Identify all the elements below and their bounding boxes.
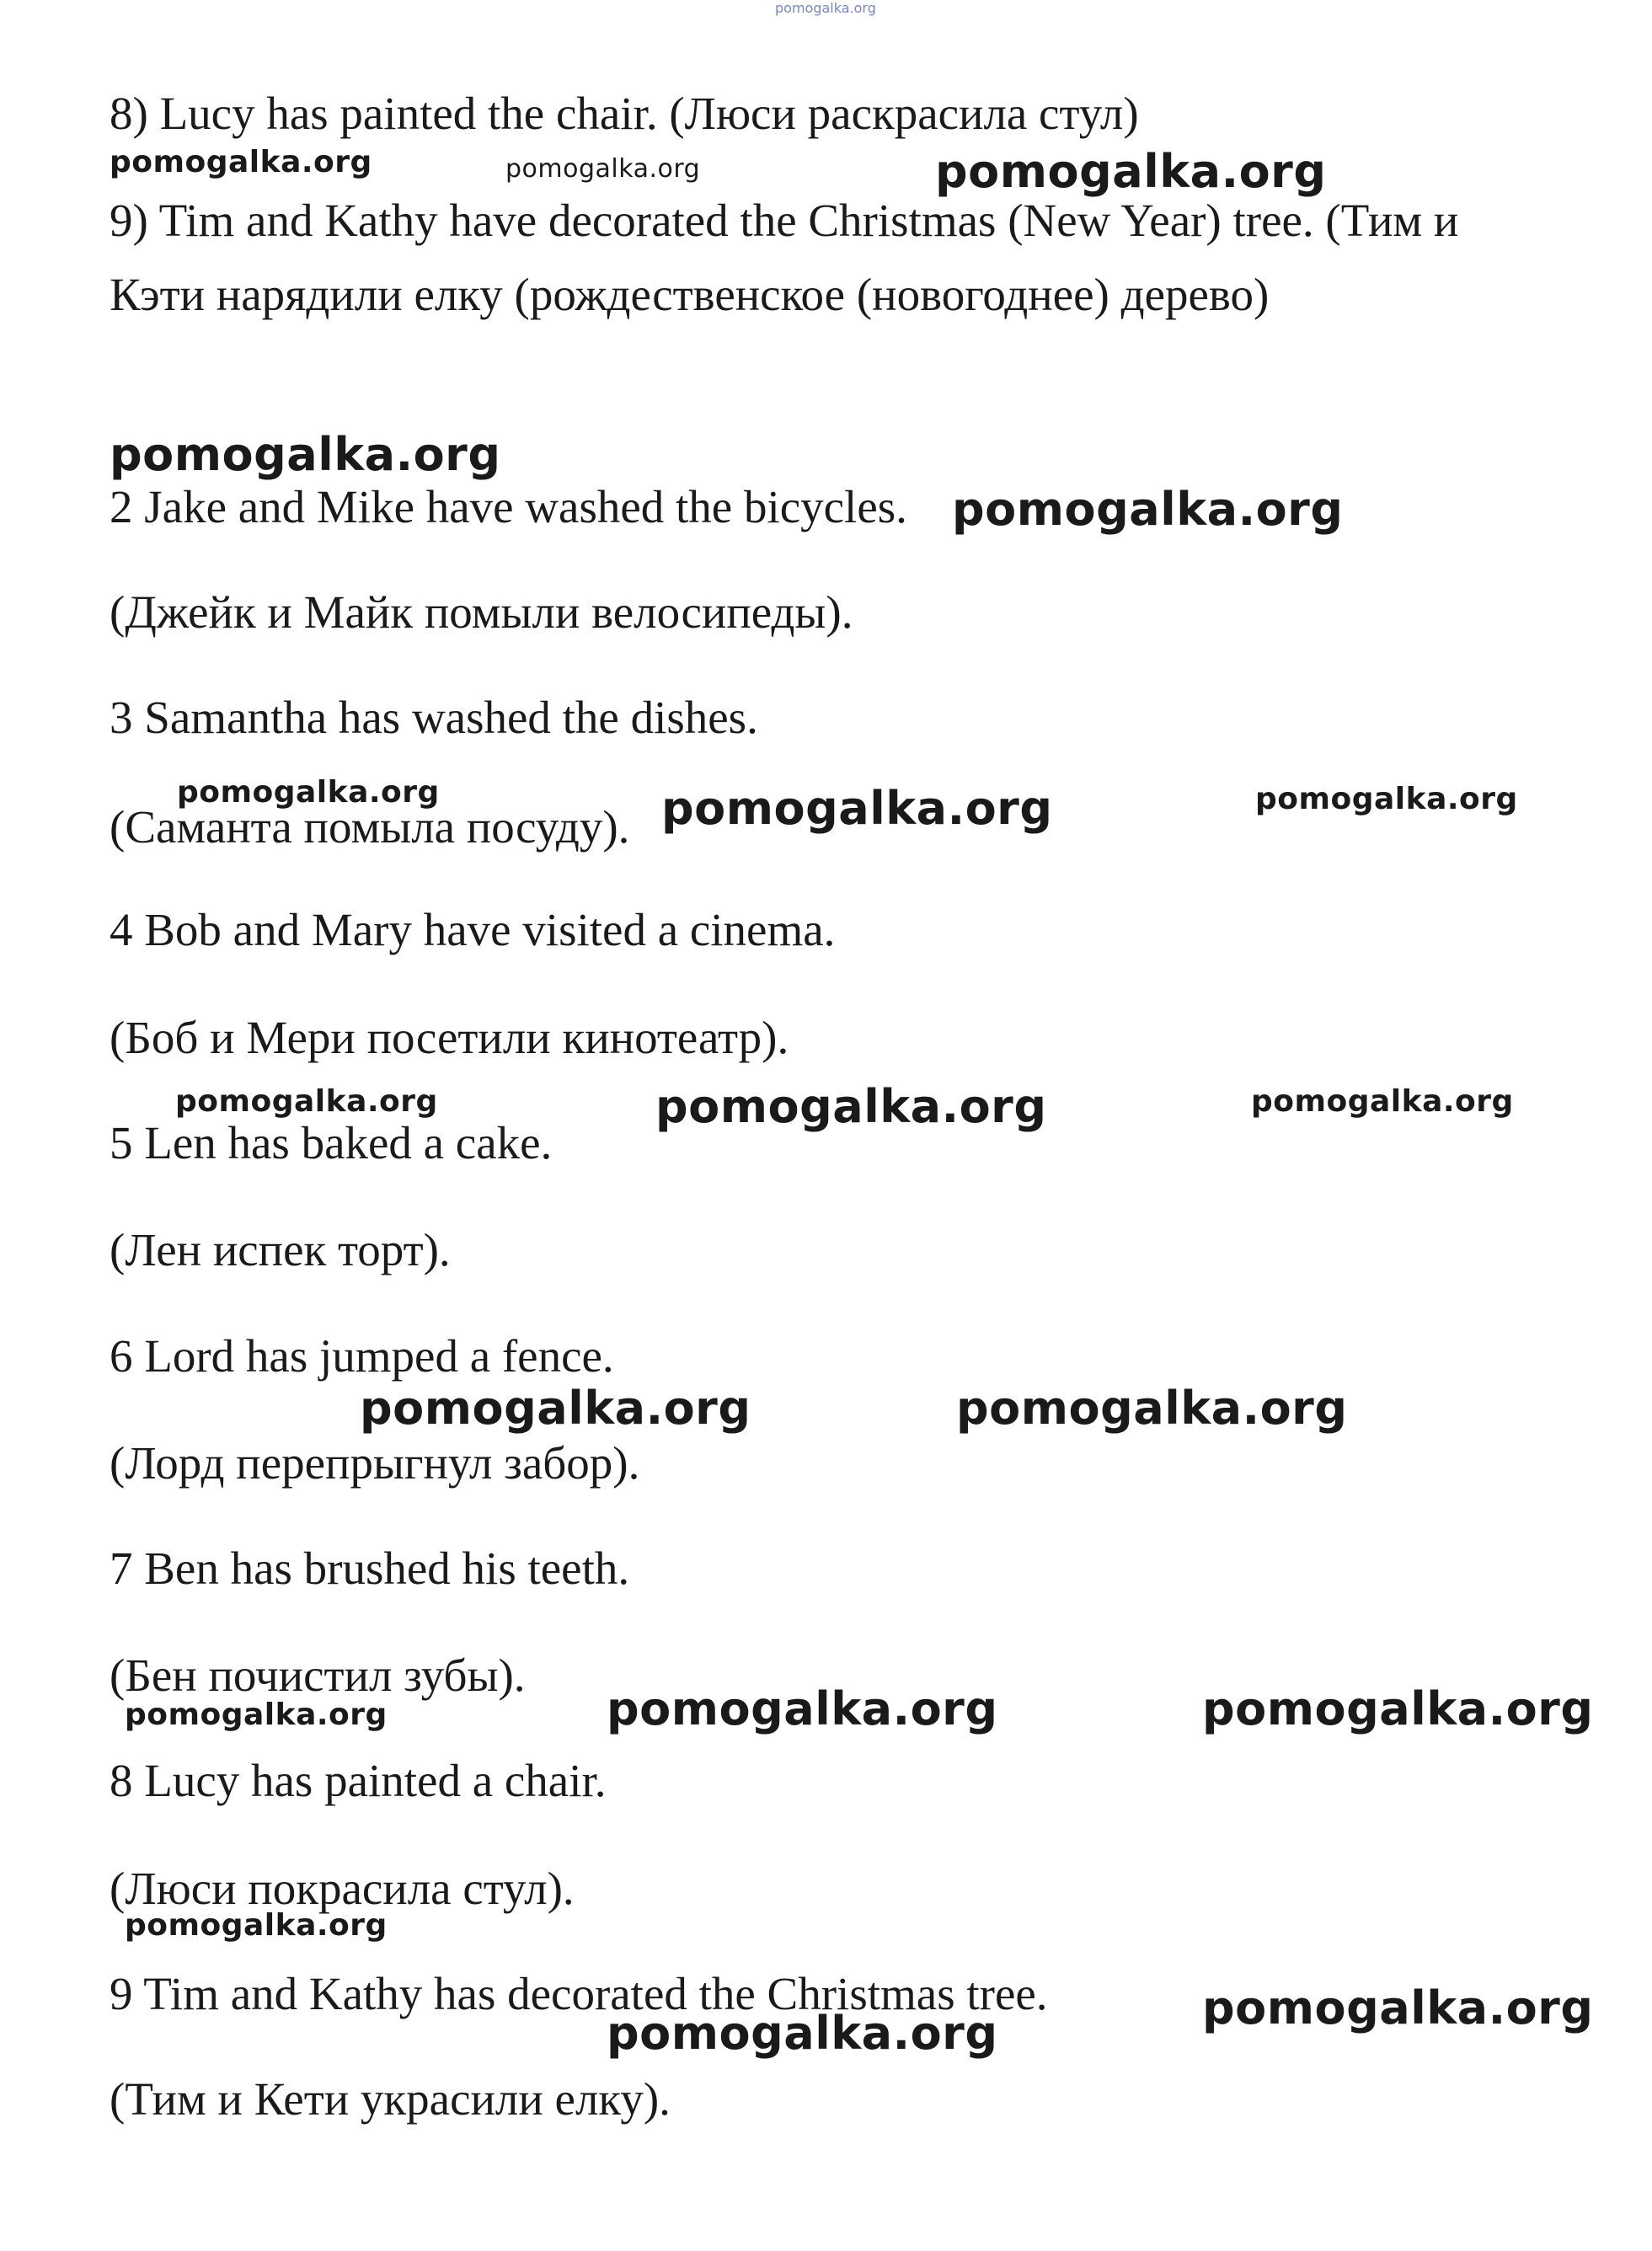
watermark: pomogalka.org <box>360 1382 751 1435</box>
text-line: 8 Lucy has painted a chair. <box>110 1755 607 1806</box>
watermark: pomogalka.org <box>952 483 1344 536</box>
text-line: (Лорд перепрыгнул забор). <box>110 1437 640 1489</box>
text-line: 9 Tim and Kathy has decorated the Christmas tree. <box>110 1968 1048 2019</box>
text-line: (Джейк и Майк помыли велосипеды). <box>110 586 853 638</box>
text-line: (Лен испек торт). <box>110 1224 451 1275</box>
watermark: pomogalka.org <box>110 145 372 179</box>
text-line: (Саманта помыла посуду). <box>110 801 630 853</box>
text-line: Кэти нарядили елку (рождественское (новогоднее) дерево) <box>110 269 1270 320</box>
watermark: pomogalka.org <box>1202 1981 1594 2034</box>
watermark: pomogalka.org <box>935 145 1327 198</box>
watermark: pomogalka.org <box>110 428 501 481</box>
watermark: pomogalka.org <box>607 1682 998 1735</box>
text-line: 6 Lord has jumped a fence. <box>110 1330 614 1382</box>
text-line: 9) Tim and Kathy have decorated the Christmas (New Year) tree. (Тим и <box>110 195 1459 246</box>
watermark: pomogalka.org <box>1251 1084 1514 1119</box>
text-line: 4 Bob and Mary have visited a cinema. <box>110 904 836 955</box>
watermark: pomogalka.org <box>177 775 440 810</box>
watermark: pomogalka.org <box>505 154 701 184</box>
watermark: pomogalka.org <box>956 1382 1348 1435</box>
text-line: 3 Samantha has washed the dishes. <box>110 692 758 743</box>
text-line: 5 Len has baked a cake. <box>110 1117 553 1168</box>
watermark: pomogalka.org <box>661 782 1053 835</box>
watermark: pomogalka.org <box>607 2007 998 2060</box>
watermark: pomogalka.org <box>1202 1682 1594 1735</box>
text-line: 8) Lucy has painted the chair. (Люси раскрасила стул) <box>110 88 1139 139</box>
watermark: pomogalka.org <box>655 1080 1047 1133</box>
text-line: 7 Ben has brushed his teeth. <box>110 1543 630 1594</box>
watermark: pomogalka.org <box>125 1698 388 1732</box>
text-line: (Люси покрасила стул). <box>110 1863 575 1914</box>
text-line: (Тим и Кети украсили елку). <box>110 2073 671 2125</box>
watermark: pomogalka.org <box>125 1908 388 1943</box>
watermark: pomogalka.org <box>1255 782 1518 816</box>
text-line: (Боб и Мери посетили кинотеатр). <box>110 1012 789 1063</box>
text-line: 2 Jake and Mike have washed the bicycles. <box>110 481 907 532</box>
watermark: pomogalka.org <box>175 1084 438 1119</box>
text-line: (Бен почистил зубы). <box>110 1649 526 1701</box>
header-watermark: pomogalka.org <box>775 0 876 16</box>
